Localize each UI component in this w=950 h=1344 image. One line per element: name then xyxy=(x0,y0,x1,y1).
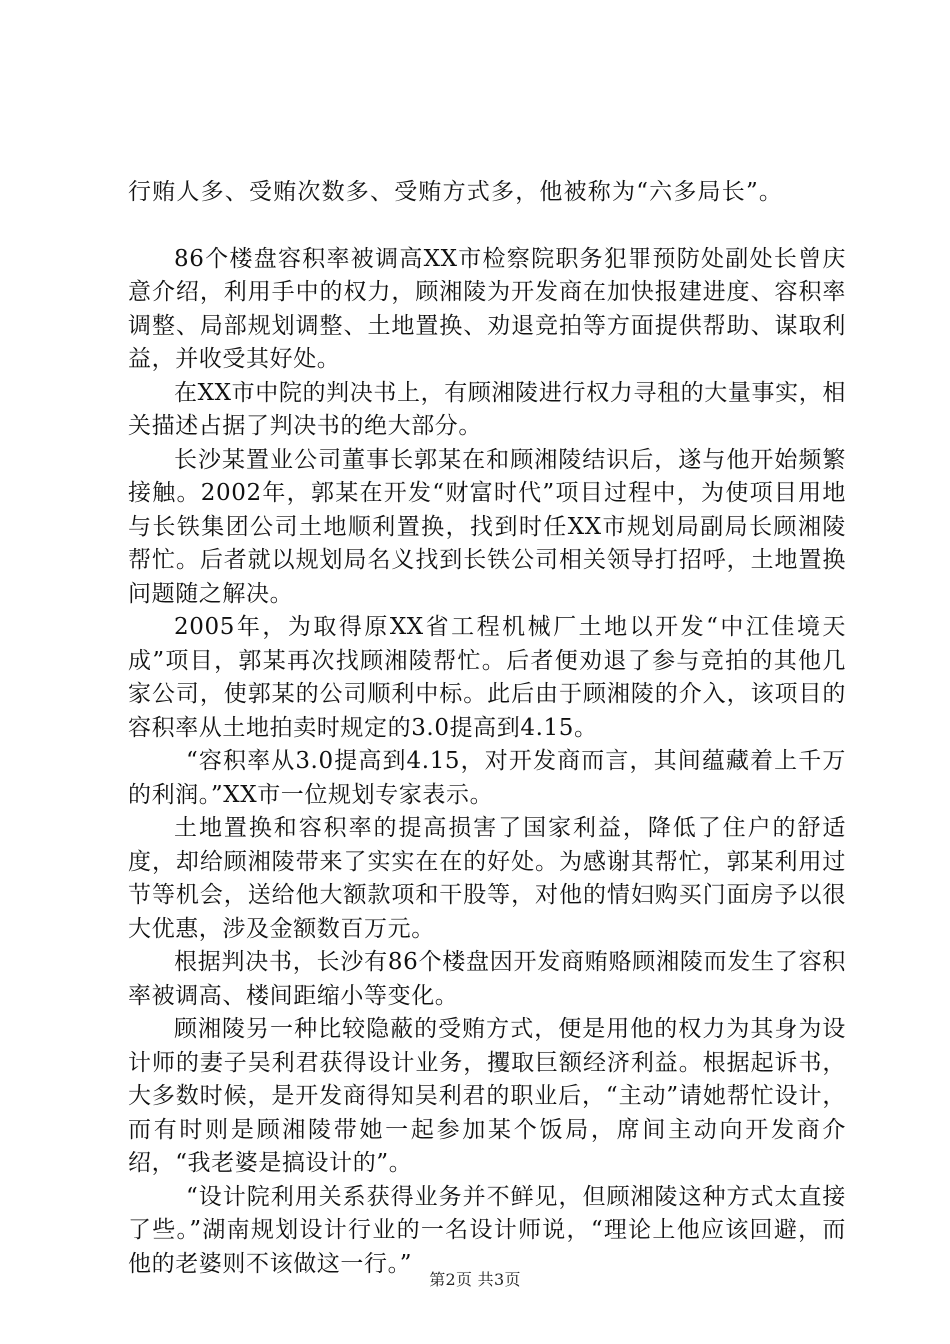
paragraph-guo-contact: 长沙某置业公司董事长郭某在和顾湘陵结识后，遂与他开始频繁接触。2002年，郭某在开发“财富时代”项目过程中，为使项目用地与长铁集团公司土地顺利置换，找到时任XX市规划局副局长顾湘陵帮忙。后者就以规划局名义找到长铁公司相关领导打招呼，土地置换问题随之解决。 xyxy=(128,446,846,607)
paragraph-expert-quote: “容积率从3.0提高到4.15，对开发商而言，其间蕴藏着上千万的利润。”XX市一位规划专家表示。 xyxy=(128,748,846,808)
paragraph-86-buildings: 86个楼盘容积率被调高XX市检察院职务犯罪预防处副处长曾庆意介绍，利用手中的权力，顾湘陵为开发商在加快报建进度、容积率调整、局部规划调整、土地置换、劝退竞拍等方面提供帮助、谋取利益，并收受其好处。 xyxy=(128,245,846,372)
paragraph-wife-business: 顾湘陵另一种比较隐蔽的受贿方式，便是用他的权力为其身为设计师的妻子吴利君获得设计业务，攫取巨额经济利益。根据起诉书，大多数时候，是开发商得知吴利君的职业后，“主动”请她帮忙设计，而有时则是顾湘陵带她一起参加某个饭局，席间主动向开发商介绍，“我老婆是搞设计的”。 xyxy=(128,1016,846,1176)
paragraph-2005-project: 2005年，为取得原XX省工程机械厂土地以开发“中江佳境天成”项目，郭某再次找顾湘陵帮忙。后者便劝退了参与竞拍的其他几家公司，使郭某的公司顺利中标。此后由于顾湘陵的介入，该项目的容积率从土地拍卖时规定的3.0提高到4.15。 xyxy=(128,614,846,741)
paragraph-designer-quote: “设计院利用关系获得业务并不鲜见，但顾湘陵这种方式太直接了些。”湖南规划设计行业的一名设计师说，“理论上他应该回避，而他的老婆则不该做这一行。” xyxy=(128,1183,846,1277)
document-body xyxy=(128,176,846,1281)
paragraph-benefits: 土地置换和容积率的提高损害了国家利益，降低了住户的舒适度，却给顾湘陵带来了实实在在的好处。为感谢其帮忙，郭某利用过节等机会，送给他大额款项和干股等，对他的情妇购买门面房予以很大优惠，涉及金额数百万元。 xyxy=(128,815,846,942)
paragraph-summary: 行贿人多、受贿次数多、受贿方式多，他被称为“六多局长”。 xyxy=(128,179,784,205)
paragraph-86-buildings-judgment: 根据判决书，长沙有86个楼盘因开发商贿赂顾湘陵而发生了容积率被调高、楼间距缩小等变化。 xyxy=(128,949,846,1009)
paragraph-spacer xyxy=(128,210,846,243)
paragraph-court-judgment: 在XX市中院的判决书上，有顾湘陵进行权力寻租的大量事实，相关描述占据了判决书的绝大部分。 xyxy=(128,379,846,439)
page-number-footer: 第2页 共3页 xyxy=(429,1270,521,1289)
